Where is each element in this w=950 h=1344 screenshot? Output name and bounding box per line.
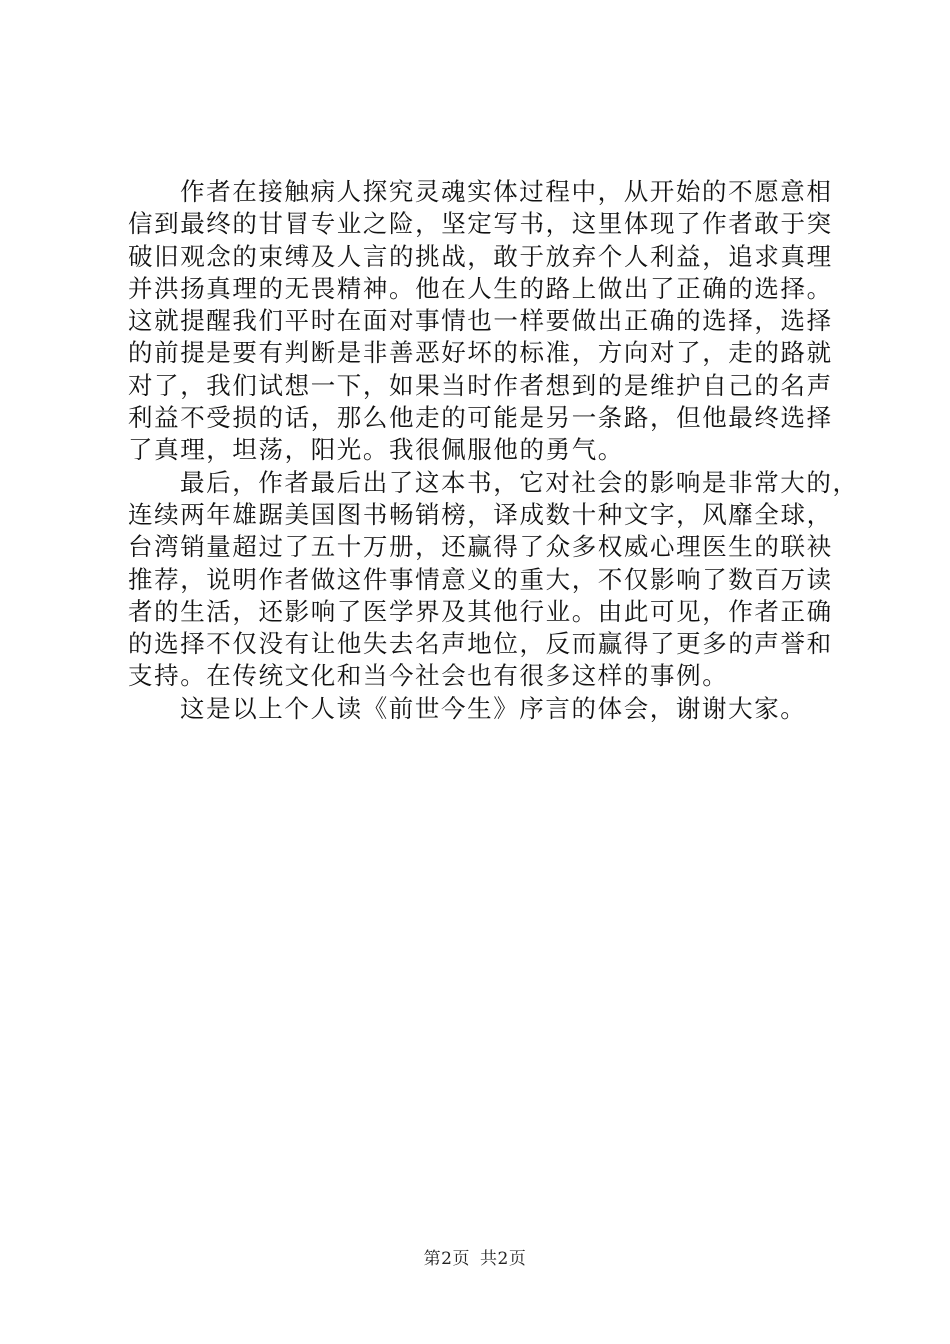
page-total: 共2页 xyxy=(480,1249,527,1269)
text-line: 作者在接触病人探究灵魂实体过程中，从开始的不愿意相 xyxy=(180,177,833,206)
text-line: 信到最终的甘冒专业之险，坚定写书，这里体现了作者敢于突 xyxy=(128,209,833,239)
text-line: 者的生活，还影响了医学界及其他行业。由此可见，作者正确 xyxy=(128,596,833,626)
text-line: 对了，我们试想一下，如果当时作者想到的是维护自己的名声 xyxy=(128,370,833,400)
text-line: 的选择不仅没有让他失去名声地位，反而赢得了更多的声誉和 xyxy=(128,629,833,659)
text-line: 利益不受损的话，那么他走的可能是另一条路，但他最终选择 xyxy=(128,403,833,433)
text-line: 支持。在传统文化和当今社会也有很多这样的事例。 xyxy=(128,661,729,691)
text-line: 台湾销量超过了五十万册，还赢得了众多权威心理医生的联袂 xyxy=(128,532,833,562)
page-number: 第2页 xyxy=(423,1249,470,1269)
paragraph-closing xyxy=(128,693,834,725)
text-line: 这是以上个人读《前世今生》序言的体会，谢谢大家。 xyxy=(180,693,807,723)
text-line: 这就提醒我们平时在面对事情也一样要做出正确的选择，选择 xyxy=(128,306,833,336)
document-body xyxy=(128,176,859,725)
text-line: 的前提是要有判断是非善恶好坏的标准，方向对了，走的路就 xyxy=(128,338,833,368)
text-line: 推荐，说明作者做这件事情意义的重大，不仅影响了数百万读 xyxy=(128,564,833,594)
text-line: 了真理，坦荡，阳光。我很佩服他的勇气。 xyxy=(128,435,624,465)
text-line: 最后，作者最后出了这本书，它对社会的影响是非常大的， xyxy=(180,467,859,497)
paragraph-choice xyxy=(128,176,834,467)
page-footer xyxy=(0,1244,950,1269)
paragraph-impact xyxy=(128,467,859,693)
text-line: 破旧观念的束缚及人言的挑战，敢于放弃个人利益，追求真理 xyxy=(128,241,833,271)
text-line: 并洪扬真理的无畏精神。他在人生的路上做出了正确的选择。 xyxy=(128,273,833,303)
text-line: 连续两年雄踞美国图书畅销榜，译成数十种文字，风靡全球， xyxy=(128,499,833,529)
